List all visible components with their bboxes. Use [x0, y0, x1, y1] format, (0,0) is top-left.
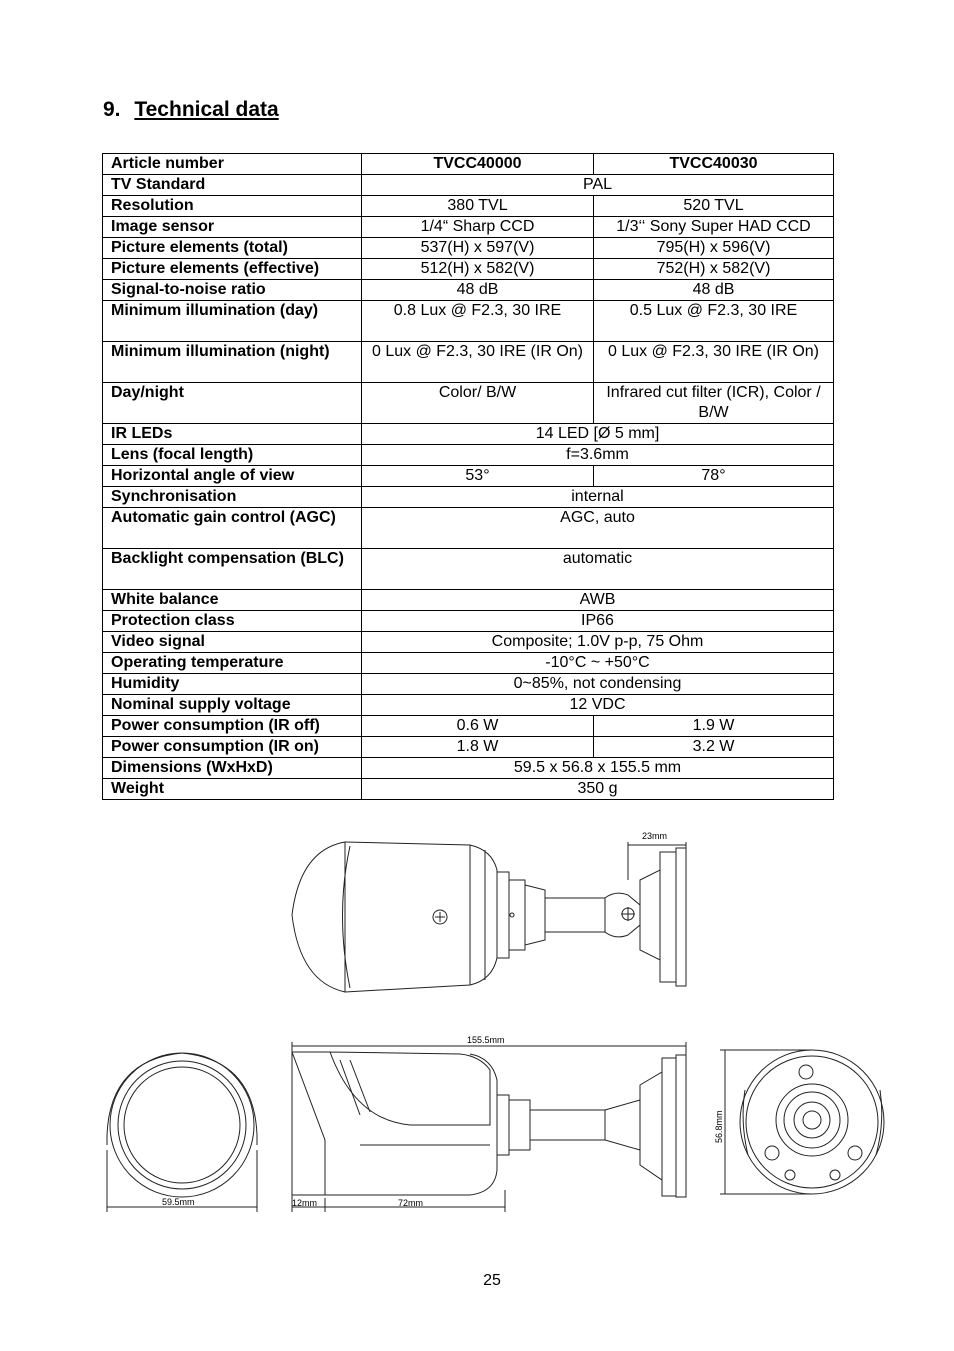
cell-value: 0.5 Lux @ F2.3, 30 IRE [594, 301, 834, 342]
row-label: Dimensions (WxHxD) [103, 758, 362, 779]
row-label: Protection class [103, 611, 362, 632]
cell-value: AWB [362, 590, 834, 611]
cell-value: AGC, auto [362, 508, 834, 549]
row-label: Humidity [103, 674, 362, 695]
row-label: Operating temperature [103, 653, 362, 674]
cell-value: Infrared cut filter (ICR), Color / B/W [594, 383, 834, 424]
row-label: Power consumption (IR on) [103, 737, 362, 758]
section-title: Technical data [134, 98, 279, 121]
cell-value: 1.8 W [362, 737, 594, 758]
row-label: Minimum illumination (day) [103, 301, 362, 342]
dim-12-label: 12mm [292, 1198, 318, 1208]
cell-value: 0~85%, not condensing [362, 674, 834, 695]
row-label: Picture elements (total) [103, 238, 362, 259]
cell-value: automatic [362, 549, 834, 590]
cell-value: 48 dB [594, 280, 834, 301]
cell-value: 12 VDC [362, 695, 834, 716]
page-number: 25 [483, 1272, 501, 1289]
cell-value: 520 TVL [594, 196, 834, 217]
dim-front-width-label: 59.5mm [162, 1197, 195, 1207]
cell-value: internal [362, 487, 834, 508]
cell-value: IP66 [362, 611, 834, 632]
row-label: Day/night [103, 383, 362, 424]
cell-value: TVCC40000 [362, 154, 594, 175]
cell-value: 0 Lux @ F2.3, 30 IRE (IR On) [594, 342, 834, 383]
row-label: Synchronisation [103, 487, 362, 508]
cell-value: Composite; 1.0V p-p, 75 Ohm [362, 632, 834, 653]
row-label: Minimum illumination (night) [103, 342, 362, 383]
camera-front-view [107, 1053, 257, 1212]
cell-value: 0.8 Lux @ F2.3, 30 IRE [362, 301, 594, 342]
row-label: Nominal supply voltage [103, 695, 362, 716]
section-number: 9. [103, 98, 121, 121]
cell-value: -10°C ~ +50°C [362, 653, 834, 674]
cell-value: 512(H) x 582(V) [362, 259, 594, 280]
cell-value: 1.9 W [594, 716, 834, 737]
row-label: Lens (focal length) [103, 445, 362, 466]
cell-value: 795(H) x 596(V) [594, 238, 834, 259]
row-label: Image sensor [103, 217, 362, 238]
cell-value: 3.2 W [594, 737, 834, 758]
row-label: IR LEDs [103, 424, 362, 445]
cell-value: Color/ B/W [362, 383, 594, 424]
row-label: Power consumption (IR off) [103, 716, 362, 737]
cell-value: 14 LED [Ø 5 mm] [362, 424, 834, 445]
row-label: Resolution [103, 196, 362, 217]
cell-value: f=3.6mm [362, 445, 834, 466]
row-label: Video signal [103, 632, 362, 653]
row-label: Weight [103, 779, 362, 800]
cell-value: 48 dB [362, 280, 594, 301]
cell-value: 537(H) x 597(V) [362, 238, 594, 259]
cell-value: PAL [362, 175, 834, 196]
cell-value: 1/4“ Sharp CCD [362, 217, 594, 238]
row-label: TV Standard [103, 175, 362, 196]
cell-value: 380 TVL [362, 196, 594, 217]
dim-height-label: 56.8mm [714, 1110, 724, 1143]
row-label: Automatic gain control (AGC) [103, 508, 362, 549]
row-label: White balance [103, 590, 362, 611]
cell-value: 752(H) x 582(V) [594, 259, 834, 280]
row-label: Signal-to-noise ratio [103, 280, 362, 301]
row-label: Article number [103, 154, 362, 175]
cell-value: 350 g [362, 779, 834, 800]
camera-top-view [292, 842, 686, 992]
row-label: Horizontal angle of view [103, 466, 362, 487]
dim-length-label: 155.5mm [467, 1035, 505, 1045]
row-label: Picture elements (effective) [103, 259, 362, 280]
camera-rear-view [720, 1050, 884, 1194]
cell-value: 0.6 W [362, 716, 594, 737]
camera-side-view [292, 1042, 686, 1212]
dim-top-label: 23mm [642, 831, 668, 841]
cell-value: TVCC40030 [594, 154, 834, 175]
cell-value: 59.5 x 56.8 x 155.5 mm [362, 758, 834, 779]
cell-value: 0 Lux @ F2.3, 30 IRE (IR On) [362, 342, 594, 383]
cell-value: 78° [594, 466, 834, 487]
cell-value: 53° [362, 466, 594, 487]
cell-value: 1/3‘‘ Sony Super HAD CCD [594, 217, 834, 238]
dim-72-label: 72mm [398, 1198, 424, 1208]
row-label: Backlight compensation (BLC) [103, 549, 362, 590]
